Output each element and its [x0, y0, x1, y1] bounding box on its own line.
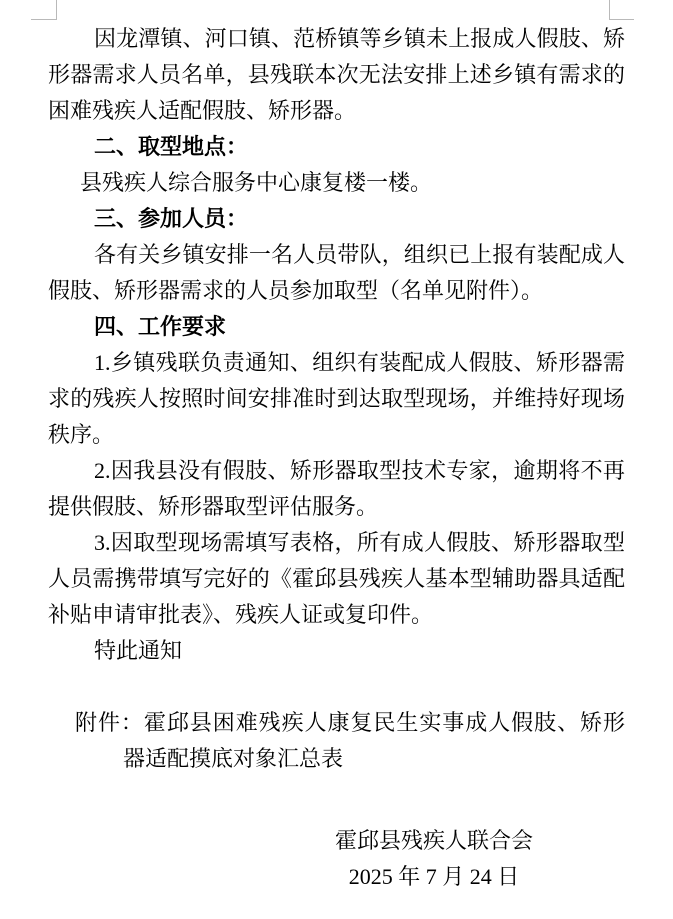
paragraph-location: 县残疾人综合服务中心康复楼一楼。 [80, 170, 433, 195]
paragraph-requirement-1: 1.乡镇残联负责通知、组织有装配成人假肢、矫形器需求的残疾人按照时间安排准时到达取型现场，并维持好现场秩序。 [48, 350, 625, 447]
paragraph-requirement-3: 3.因取型现场需填写表格，所有成人假肢、矫形器取型人员需携带填写完好的《霍邱县残疾人基本型辅助器具适配补贴申请审批表》、残疾人证或复印件。 [48, 530, 625, 627]
heading-section-2-location: 二、取型地点： [94, 134, 249, 159]
signature-date: 2025 年 7 月 24 日 [348, 864, 520, 889]
attachment-title: 霍邱县困难残疾人康复民生实事成人假肢、矫形器适配摸底对象汇总表 [123, 710, 625, 771]
signature-organization: 霍邱县残疾人联合会 [334, 828, 533, 853]
heading-section-4-requirements: 四、工作要求 [94, 314, 227, 339]
paragraph-requirement-2: 2.因我县没有假肢、矫形器取型技术专家，逾期将不再提供假肢、矫形器取型评估服务。 [48, 458, 625, 519]
attachment-note [48, 705, 625, 777]
paragraph-closing-notice: 特此通知 [94, 638, 183, 663]
signature-block [335, 823, 533, 895]
paragraph-intro: 因龙潭镇、河口镇、范桥镇等乡镇未上报成人假肢、矫形器需求人员名单，县残联本次无法安排上述乡镇有需求的困难残疾人适配假肢、矫形器。 [48, 26, 625, 123]
heading-section-3-participants: 三、参加人员： [94, 206, 249, 231]
paragraph-participants: 各有关乡镇安排一名人员带队，组织已上报有装配成人假肢、矫形器需求的人员参加取型（名单见附件）。 [48, 242, 625, 303]
attachment-label: 附件： [75, 710, 144, 735]
